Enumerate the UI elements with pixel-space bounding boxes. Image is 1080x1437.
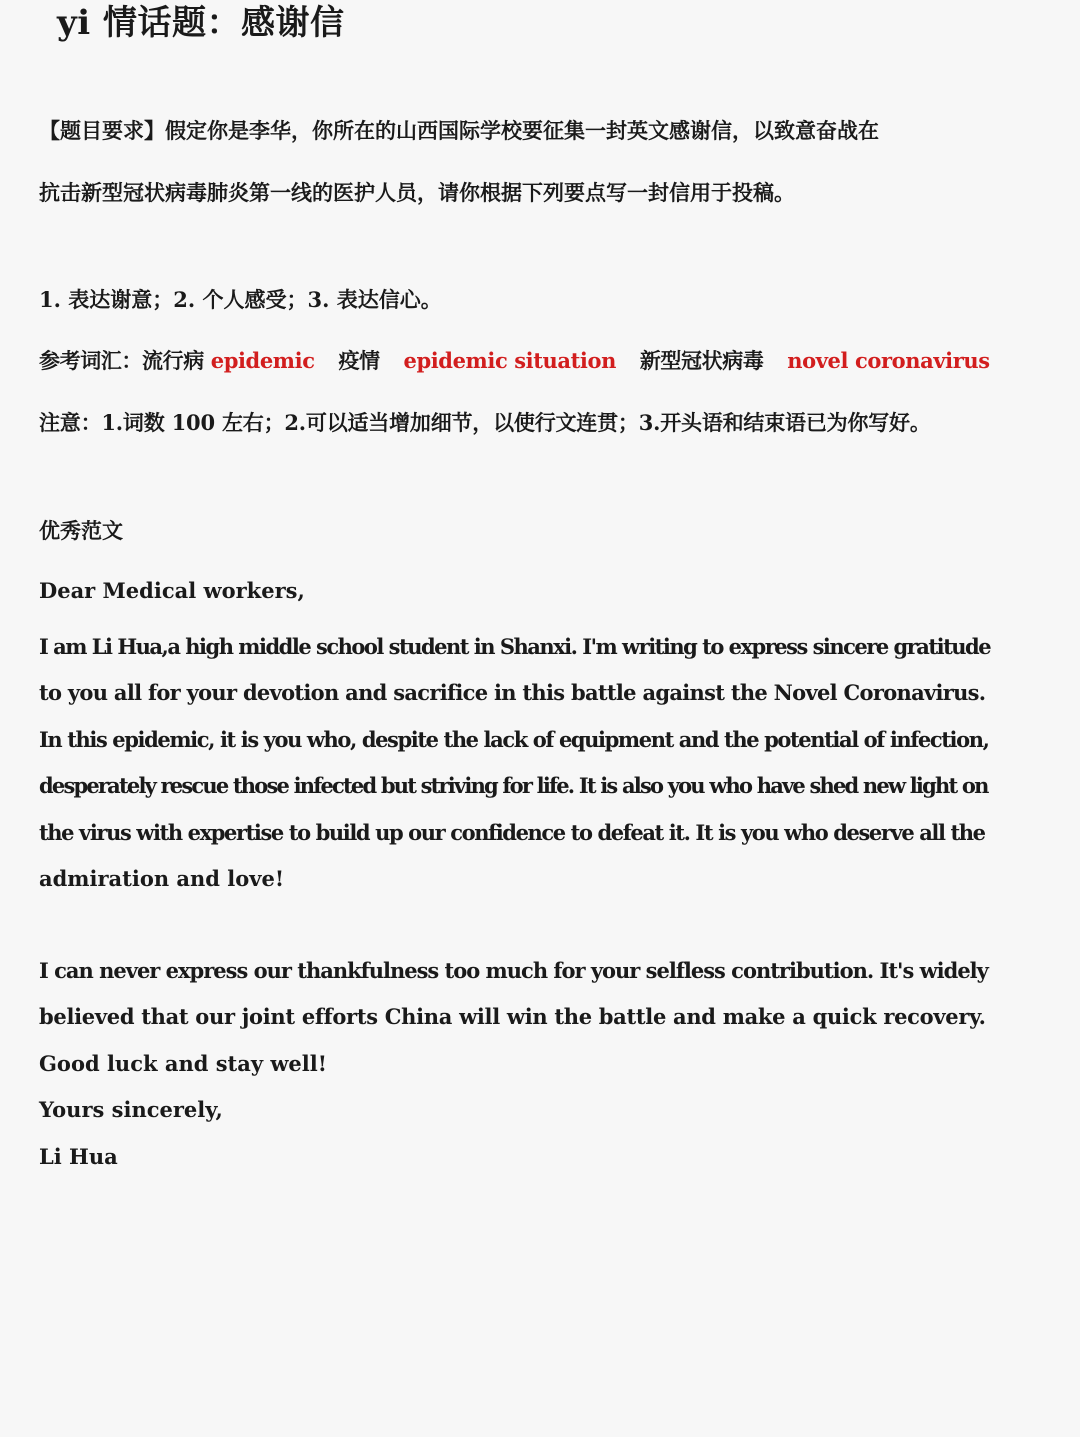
vocab-label-2: 疫情 <box>338 348 380 373</box>
notes: 注意：1.词数 100 左右；2.可以适当增加细节，以使行文连贯；3.开头语和结束语已为你写好。 <box>39 410 931 435</box>
salutation: Dear Medical workers, <box>39 578 305 603</box>
closing: Yours sincerely, <box>39 1097 223 1123</box>
vocab-term-epidemic: epidemic <box>210 348 315 373</box>
essay-body <box>39 624 991 902</box>
essay-p3-line-2: believed that our joint efforts China will win the battle and make a quick recovery. <box>39 1004 986 1030</box>
prompt-requirement <box>39 100 991 224</box>
key-points: 1. 表达谢意；2. 个人感受；3. 表达信心。 <box>39 287 442 312</box>
essay-p2-line-4: admiration and love! <box>39 866 285 892</box>
vocab-label-3: 新型冠状病毒 <box>639 348 764 373</box>
essay-p4: Good luck and stay well! <box>39 1050 327 1076</box>
essay-p2-line-2: desperately rescue those infected but striving for life. It is also you who have shed new light on <box>39 773 988 799</box>
essay-heading: 优秀范文 <box>39 518 123 543</box>
essay-p3-line-1: I can never express our thankfulness too much for your selfless contribution. It's widely <box>39 958 988 983</box>
vocab-label: 参考词汇：流行病 <box>39 348 204 373</box>
prompt-line-1: 【题目要求】假定你是李华，你所在的山西国际学校要征集一封英文感谢信，以致意奋战在 <box>39 118 879 143</box>
signature: Li Hua <box>39 1143 118 1169</box>
essay-p1-line-1: I am Li Hua,a high middle school student in Shanxi. I'm writing to express sincere gratitude <box>39 634 991 659</box>
prompt-line-2: 抗击新型冠状病毒肺炎第一线的医护人员，请你根据下列要点写一封信用于投稿。 <box>39 180 795 205</box>
essay-p2-line-1: In this epidemic, it is you who, despite the lack of equipment and the potential of infection, <box>39 726 989 752</box>
page-title: yi 情话题：感谢信 <box>57 3 345 43</box>
vocabulary-line <box>39 346 991 376</box>
essay-body-2 <box>39 948 991 1180</box>
essay-p1-line-2: to you all for your devotion and sacrifice in this battle against the Novel Coronavirus. <box>39 680 986 706</box>
vocab-term-epidemic-situation: epidemic situation <box>403 348 616 373</box>
essay-p2-line-3: the virus with expertise to build up our confidence to defeat it. It is you who deserve all the <box>39 819 985 845</box>
vocab-term-novel-coronavirus: novel coronavirus <box>787 348 990 373</box>
